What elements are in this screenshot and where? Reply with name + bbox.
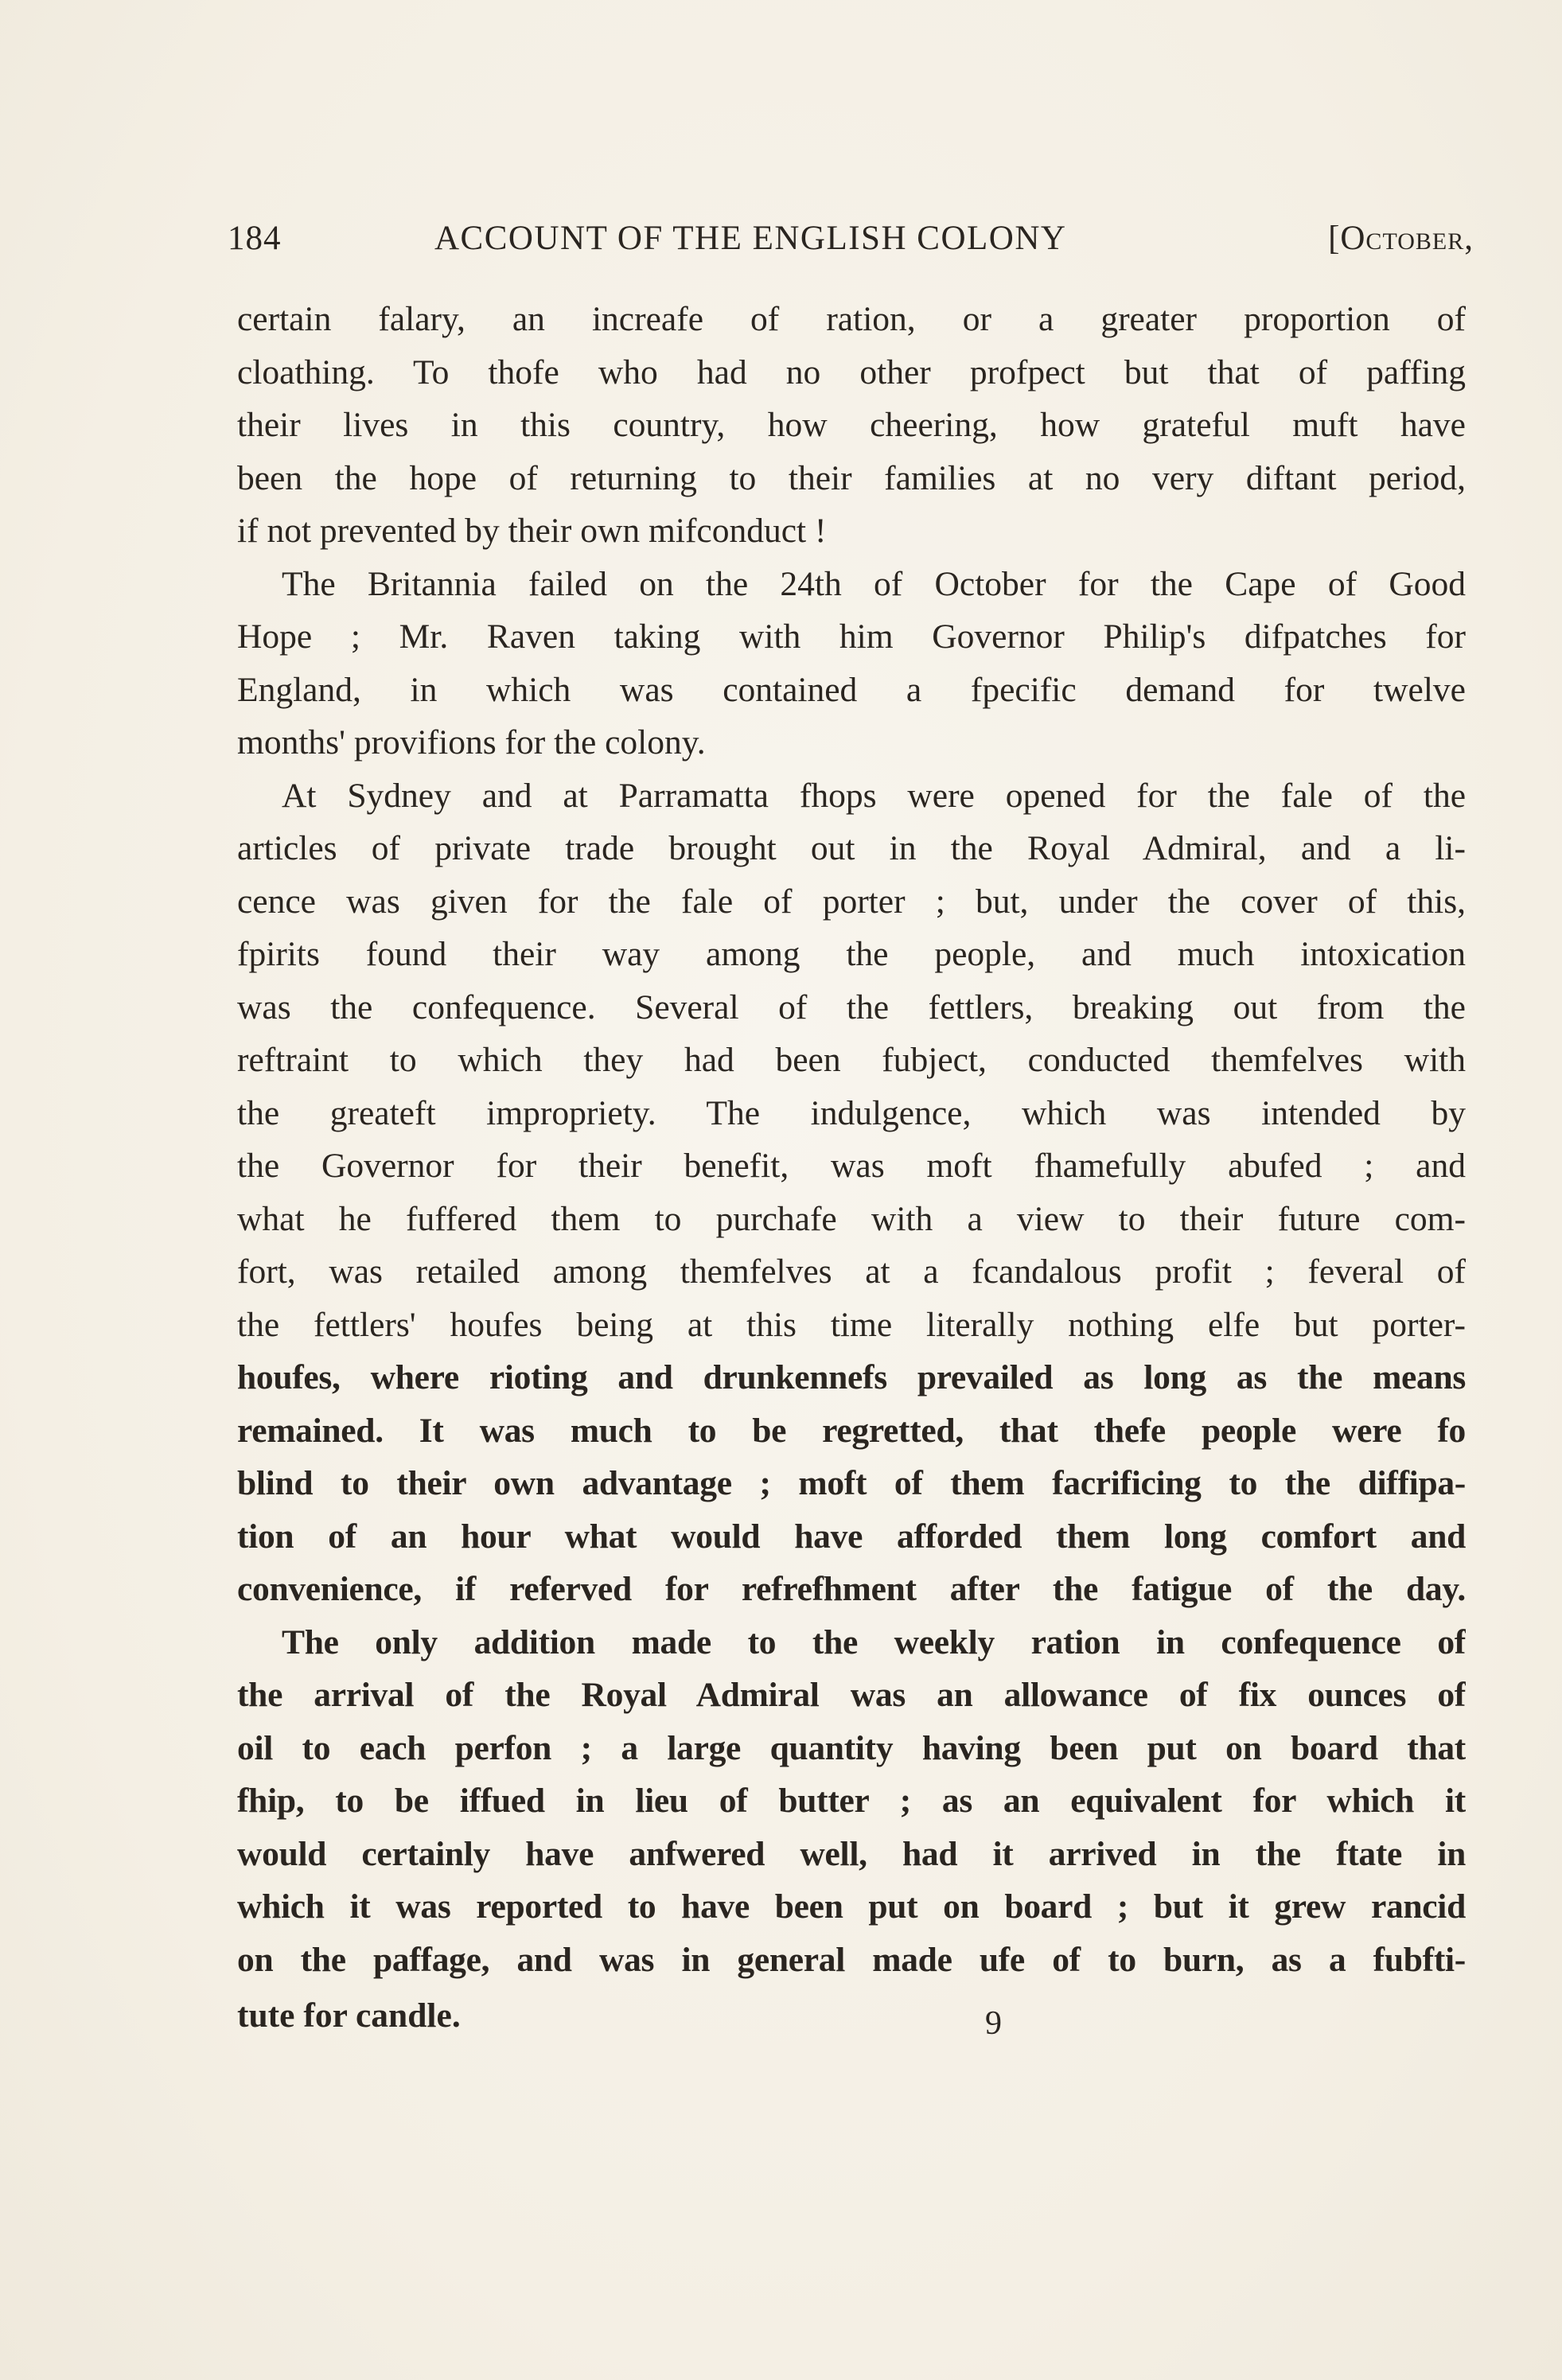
text-line: months' provifions for the colony. bbox=[237, 723, 706, 762]
text-line: tion of an hour what would have afforded them long comfort and bbox=[237, 1517, 1466, 1556]
text-line: blind to their own advantage ; moft of them facrificing to the diffipa- bbox=[237, 1464, 1466, 1502]
text-line: if not prevented by their own mifconduct ! bbox=[237, 512, 827, 550]
text-line: At Sydney and at Parramatta fhops were opened for the fale of the bbox=[282, 776, 1466, 815]
page-footer bbox=[228, 1989, 1474, 2042]
text-line: cloathing. To thofe who had no other profpect but that of paffing bbox=[237, 353, 1466, 391]
text-line: their lives in this country, how cheering, how grateful muft have bbox=[237, 406, 1466, 444]
text-line: what he fuffered them to purchafe with a view to their future com- bbox=[237, 1199, 1466, 1238]
text-line: The Britannia failed on the 24th of October for the Cape of Good bbox=[282, 564, 1466, 603]
text-line: houfes, where rioting and drunkennefs prevailed as long as the means bbox=[237, 1358, 1466, 1396]
text-line: fpirits found their way among the people, and much intoxication bbox=[237, 935, 1466, 973]
text-line: fort, was retailed among themfelves at a fcandalous profit ; feveral of bbox=[237, 1252, 1466, 1291]
text-line: the greateft impropriety. The indulgence, which was intended by bbox=[237, 1093, 1466, 1132]
text-line: the fettlers' houfes being at this time literally nothing elfe but porter- bbox=[237, 1305, 1466, 1344]
final-line: tute for candle. bbox=[237, 1996, 461, 2035]
text-line: cence was given for the fale of porter ; but, under the cover of this, bbox=[237, 882, 1466, 921]
running-head bbox=[228, 213, 1474, 264]
text-line: which it was reported to have been put on board ; but it grew rancid bbox=[237, 1887, 1466, 1926]
text-line: oil to each perfon ; a large quantity having been put on board that bbox=[237, 1728, 1466, 1767]
text-line: the Governor for their benefit, was moft fhamefully abufed ; and bbox=[237, 1147, 1466, 1185]
text-line: fhip, to be iffued in lieu of butter ; as an equivalent for which it bbox=[237, 1782, 1466, 1820]
text-line: on the paffage, and was in general made ufe of to burn, as a fubfti- bbox=[237, 1940, 1466, 1979]
text-line: articles of private trade brought out in the Royal Admiral, and a li- bbox=[237, 829, 1466, 867]
text-line: remained. It was much to be regretted, that thefe people were fo bbox=[237, 1411, 1466, 1450]
text-line: reftraint to which they had been fubject, conducted themfelves with bbox=[237, 1041, 1466, 1079]
text-line: The only addition made to the weekly ration in confequence of bbox=[282, 1622, 1466, 1661]
signature-mark: 9 bbox=[985, 2005, 1002, 2042]
text-line: certain falary, an increafe of ration, or a greater proportion of bbox=[237, 300, 1466, 338]
text-line: would certainly have anfwered well, had it arrived in the ftate in bbox=[237, 1834, 1466, 1873]
page-number: 184 bbox=[228, 220, 282, 257]
text-line: convenience, if referved for refrefhment after the fatigue of the day. bbox=[237, 1570, 1466, 1608]
text-line: was the confequence. Several of the fettlers, breaking out from the bbox=[237, 987, 1466, 1026]
running-title: ACCOUNT OF THE ENGLISH COLONY bbox=[434, 220, 1067, 257]
body-text bbox=[237, 293, 1466, 1986]
text-line: Hope ; Mr. Raven taking with him Governor Philip's difpatches for bbox=[237, 617, 1466, 656]
text-line: been the hope of returning to their families at no very diftant period, bbox=[237, 458, 1466, 497]
text-line: the arrival of the Royal Admiral was an allowance of fix ounces of bbox=[237, 1676, 1466, 1714]
running-month: [October, bbox=[1328, 220, 1474, 257]
text-line: England, in which was contained a fpecific demand for twelve bbox=[237, 670, 1466, 709]
